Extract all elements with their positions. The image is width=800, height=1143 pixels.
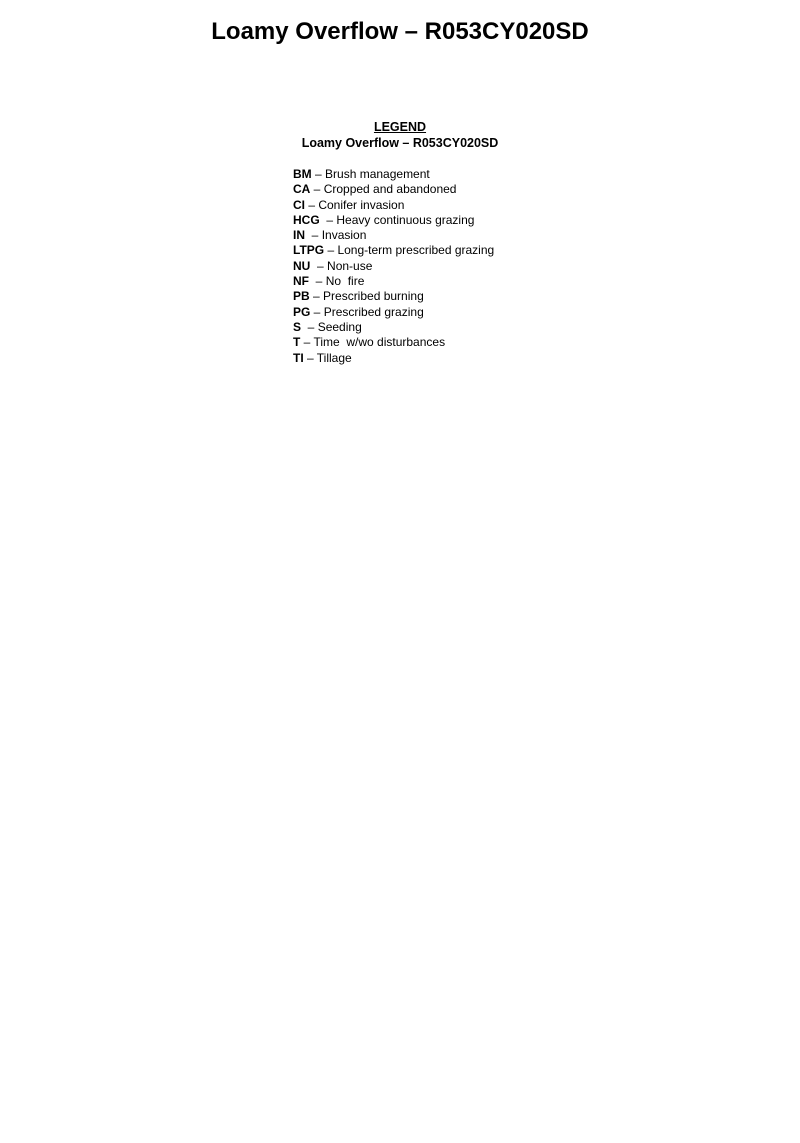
legend-description: Heavy continuous grazing bbox=[336, 212, 475, 227]
legend-item-nu bbox=[293, 259, 494, 274]
legend-code: NF bbox=[293, 274, 309, 289]
legend-description: Tillage bbox=[316, 350, 352, 365]
legend-code: TI bbox=[293, 350, 304, 365]
legend-separator: – bbox=[311, 167, 326, 181]
legend-description: Brush management bbox=[325, 167, 430, 181]
legend-item-ca bbox=[293, 182, 494, 197]
legend-separator: – bbox=[305, 197, 319, 212]
legend-separator: – bbox=[310, 182, 324, 197]
legend-code: CA bbox=[293, 182, 311, 197]
legend-separator: – bbox=[310, 258, 328, 273]
legend-item-t bbox=[293, 335, 494, 350]
legend-separator: – bbox=[310, 304, 324, 319]
page-title: Loamy Overflow – R053CY020SD bbox=[211, 18, 589, 45]
legend-subtitle: Loamy Overflow – R053CY020SD bbox=[301, 136, 499, 150]
legend-separator: – bbox=[301, 319, 318, 334]
legend-item-ti bbox=[293, 351, 494, 366]
legend-item-ltpg bbox=[293, 243, 494, 258]
legend-description: Time w/wo disturbances bbox=[313, 335, 446, 350]
legend-code: CI bbox=[293, 197, 305, 212]
legend-description: Seeding bbox=[317, 319, 362, 334]
legend-separator: – bbox=[300, 335, 314, 350]
legend-code: BM bbox=[293, 167, 312, 181]
legend-item-hcg bbox=[293, 213, 494, 228]
legend-item-nf bbox=[293, 274, 494, 289]
legend-code: HCG bbox=[293, 212, 320, 227]
legend-description: Prescribed burning bbox=[323, 289, 424, 304]
legend-code: T bbox=[293, 335, 301, 350]
legend-separator: – bbox=[324, 243, 338, 258]
legend-code: IN bbox=[293, 228, 305, 243]
legend-separator: – bbox=[303, 350, 317, 365]
legend-item-ci bbox=[293, 198, 494, 213]
legend-code: PB bbox=[293, 289, 310, 304]
legend-separator: – bbox=[309, 274, 326, 289]
legend-separator: – bbox=[319, 212, 337, 227]
legend-item-bm bbox=[293, 167, 494, 182]
legend-separator: – bbox=[309, 289, 324, 304]
legend-description: No fire bbox=[325, 274, 365, 289]
legend-description: Invasion bbox=[321, 228, 367, 243]
legend-description: Prescribed grazing bbox=[323, 304, 424, 319]
legend-heading: LEGEND bbox=[373, 120, 427, 134]
legend-description: Conifer invasion bbox=[318, 197, 405, 212]
legend-description: Long-term prescribed grazing bbox=[337, 243, 495, 258]
legend-code: PG bbox=[293, 304, 311, 319]
legend-code: S bbox=[293, 319, 302, 334]
legend-description: Non-use bbox=[327, 258, 373, 273]
legend-item-pg bbox=[293, 305, 494, 320]
legend-separator: – bbox=[305, 228, 322, 243]
legend-code: LTPG bbox=[293, 243, 325, 258]
legend-item-in bbox=[293, 228, 494, 243]
legend-description: Cropped and abandoned bbox=[323, 182, 457, 197]
legend-code: NU bbox=[293, 258, 311, 273]
legend-item-pb bbox=[293, 289, 494, 304]
legend-item-s bbox=[293, 320, 494, 335]
legend-list bbox=[293, 167, 494, 366]
